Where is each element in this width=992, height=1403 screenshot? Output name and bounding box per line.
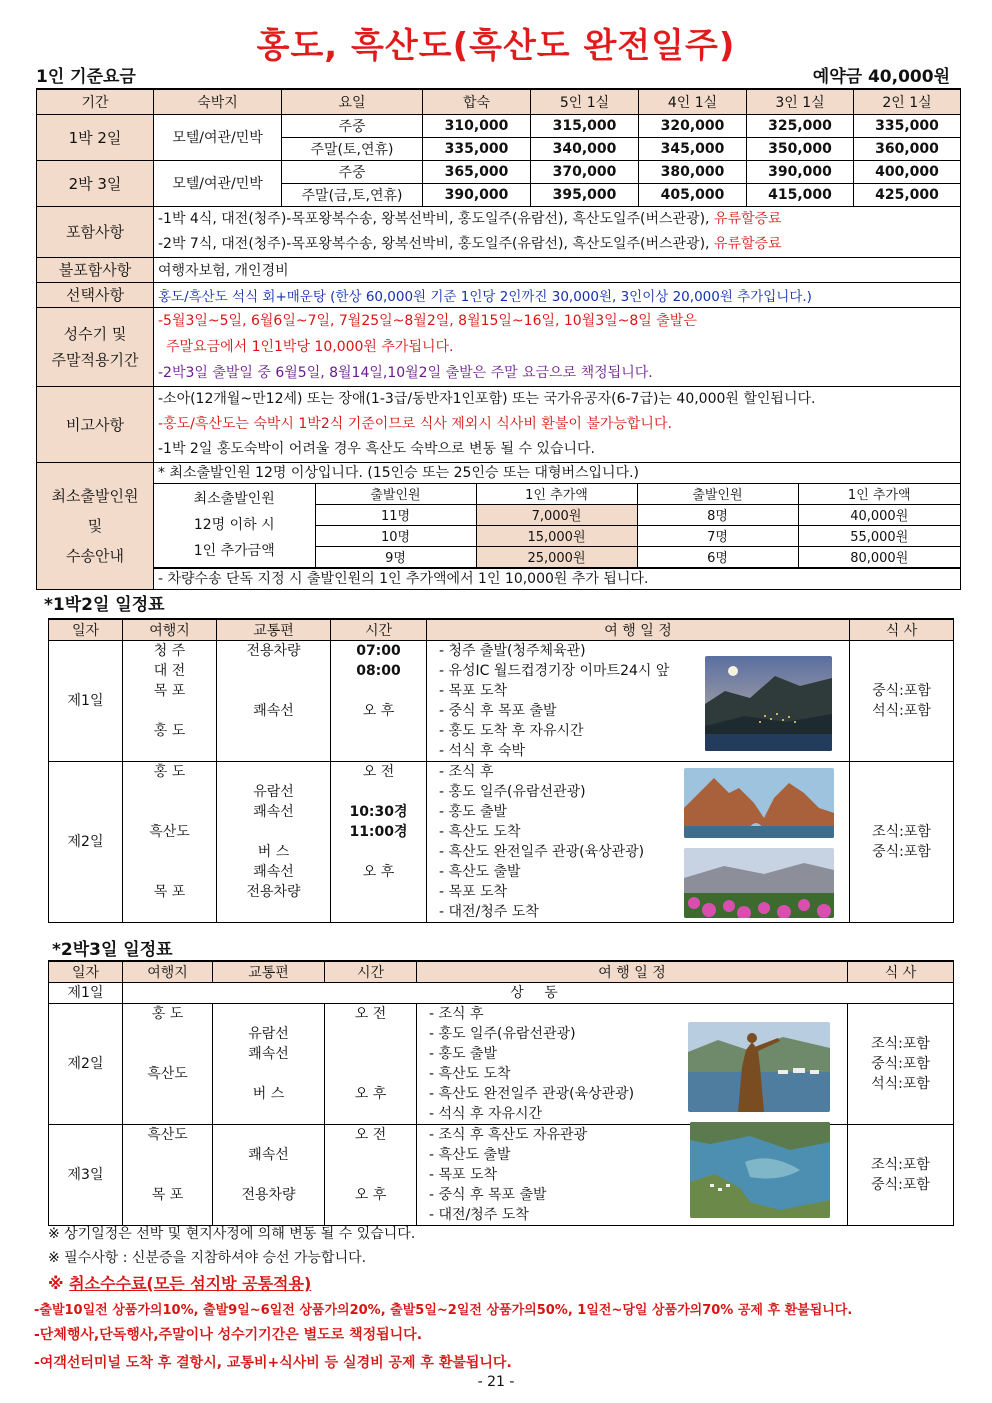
- col-meals: 식 사: [848, 961, 954, 983]
- min-cell: 55,000원: [798, 525, 960, 546]
- day-label: 제3일: [49, 1125, 123, 1226]
- peak-label: 성수기 및 주말적용기간: [37, 307, 154, 386]
- peak-text: -5월3일~5일, 6월6일~7일, 7월25일~8월2일, 8월15일~16일, 10월3일~8일 출발은 주말요금에서 1인1박당 10,000원 추가됩니다. -2박3일 출발일 중 6월5일, 8월14일,10월2일 출발은 주말 요금으로 책정됩니다.: [154, 307, 961, 386]
- col-day: 요일: [282, 89, 423, 114]
- itinerary-cell: - 조식 후 흑산도 자유관광 - 흑산도 출발 - 목포 도착 - 중식 후 목포 출발 - 대전/청주 도착: [417, 1125, 848, 1226]
- page-title: 홍도, 흑산도(흑산도 완전일주): [256, 26, 736, 66]
- min-cell: 80,000원: [798, 546, 960, 567]
- peak-row: [37, 307, 961, 386]
- price-cell: 335,000: [423, 137, 531, 160]
- time-cell: 오 전 오 후: [325, 1004, 417, 1125]
- min-cell: 11명: [315, 504, 476, 525]
- transport-cell: 유람선 쾌속선 버 스 쾌속선 전용차량: [217, 762, 331, 923]
- min-depart-label: 최소출발인원 및 수송안내: [37, 462, 154, 589]
- notes-block: [48, 1222, 415, 1296]
- meals-cell: 조식:포함 중식:포함: [850, 762, 954, 923]
- day-label: 제2일: [49, 1004, 123, 1125]
- min-header: 출발인원: [315, 484, 476, 505]
- col-itinerary: 여 행 일 정: [427, 619, 850, 641]
- min-header: 출발인원: [637, 484, 798, 505]
- cancel-rule-3: -여객선터미널 도착 후 결항시, 교통비+식사비 등 실경비 공제 후 환불됩니다.: [34, 1355, 512, 1371]
- col-5p: 5인 1실: [531, 89, 639, 114]
- day-label: 제1일: [49, 641, 123, 762]
- col-date: 일자: [49, 619, 123, 641]
- min-header: 1인 추가액: [798, 484, 960, 505]
- flowers-photo: [684, 848, 834, 918]
- hongdo-night-photo: [705, 656, 832, 751]
- day-cell: 주말(금,토,연휴): [282, 183, 423, 206]
- excluded-row: [37, 257, 961, 282]
- time-cell: 오 전 10:30경 11:00경 오 후: [331, 762, 427, 923]
- col-itinerary: 여 행 일 정: [417, 961, 848, 983]
- price-cell: 405,000: [639, 183, 747, 206]
- min-header: 1인 추가액: [476, 484, 637, 505]
- col-dorm: 합숙: [423, 89, 531, 114]
- min-depart-cell: [154, 462, 961, 589]
- page-number: - 21 -: [477, 1374, 515, 1390]
- deposit-label: 예약금 40,000원: [812, 67, 950, 87]
- included-row: [37, 206, 961, 257]
- price-cell: 345,000: [639, 137, 747, 160]
- time-cell: 07:00 08:00 오 후: [331, 641, 427, 762]
- option-text: 홍도/흑산도 석식 회+매운탕 (한상 60,000원 기준 1인당 2인까진 30,000원, 3인이상 20,000원 추가입니다.): [154, 282, 961, 307]
- schedule2-header: [49, 961, 954, 983]
- price-cell: 320,000: [639, 114, 747, 137]
- min-cell: 10명: [315, 525, 476, 546]
- price-cell: 425,000: [854, 183, 961, 206]
- option-label: 선택사항: [37, 282, 154, 307]
- price-cell: 395,000: [531, 183, 639, 206]
- min-depart-note: * 최소출발인원 12명 이상입니다. (15인승 또는 25인승 또는 대형버스입니다.): [154, 463, 960, 484]
- cancel-rule-1: -출발10일전 상품가의10%, 출발9일~6일전 상품가의20%, 출발5일~2일전 상품가의50%, 1일전~당일 상품가의70% 공제 후 환불됩니다.: [34, 1303, 853, 1318]
- option-row: [37, 282, 961, 307]
- min-cell: 8명: [637, 504, 798, 525]
- schedule2-title: *2박3일 일정표: [52, 940, 173, 960]
- lodging-cell: 모텔/여관/민박: [154, 160, 282, 206]
- day-cell: 주중: [282, 114, 423, 137]
- fee-table: [36, 88, 961, 590]
- col-period: 기간: [37, 89, 154, 114]
- min-cell: 25,000원: [476, 546, 637, 567]
- cancel-rules: [34, 1298, 852, 1376]
- meals-cell: 조식:포함 중식:포함 석식:포함: [848, 1004, 954, 1125]
- same-as-above: 상 동: [123, 983, 954, 1004]
- note-2: ※ 필수사항 : 신분증을 지참하셔야 승선 가능합니다.: [48, 1250, 367, 1266]
- price-cell: 360,000: [854, 137, 961, 160]
- col-place: 여행지: [123, 619, 217, 641]
- col-3p: 3인 1실: [747, 89, 854, 114]
- meals-cell: 중식:포함 석식:포함: [850, 641, 954, 762]
- min-cell: 40,000원: [798, 504, 960, 525]
- day-cell: 주중: [282, 160, 423, 183]
- min-depart-footer: - 차량수송 단독 지정 시 출발인원의 1인 추가액에서 1인 10,000원 추가 됩니다.: [154, 568, 960, 589]
- period-cell: 1박 2일: [37, 114, 154, 160]
- place-cell: 청 주 대 전 목 포 홍 도: [123, 641, 217, 762]
- min-cell: 15,000원: [476, 525, 637, 546]
- fee-header-row: [37, 89, 961, 114]
- included-label: 포함사항: [37, 206, 154, 257]
- rock-arch-photo: [684, 768, 834, 838]
- min-cell: 7명: [637, 525, 798, 546]
- place-cell: 홍 도 흑산도 목 포: [123, 762, 217, 923]
- fee-row: [37, 160, 961, 183]
- col-meals: 식 사: [850, 619, 954, 641]
- price-cell: 415,000: [747, 183, 854, 206]
- included-text: -1박 4식, 대전(청주)-목포왕복수송, 왕복선박비, 홍도일주(유람선), 흑산도일주(버스관광), 유류할증료 -2박 7식, 대전(청주)-목포왕복수송, 왕복선박비, 홍도일주(유람선), 흑산도일주(버스관광), 유류할증료: [154, 206, 961, 257]
- transport-cell: 쾌속선 전용차량: [213, 1125, 325, 1226]
- col-2p: 2인 1실: [854, 89, 961, 114]
- min-depart-table: [154, 484, 960, 568]
- time-cell: 오 전 오 후: [325, 1125, 417, 1226]
- basis-label: 1인 기준요금: [36, 67, 136, 87]
- min-depart-row: [37, 462, 961, 589]
- aerial-island-photo: [690, 1122, 830, 1218]
- note-1: ※ 상기일정은 선박 및 현지사정에 의해 변동 될 수 있습니다.: [48, 1226, 416, 1242]
- col-lodging: 숙박지: [154, 89, 282, 114]
- min-cell: 7,000원: [476, 504, 637, 525]
- min-cell: 9명: [315, 546, 476, 567]
- remarks-row: [37, 386, 961, 462]
- transport-cell: 유람선 쾌속선 버 스: [213, 1004, 325, 1125]
- itinerary-cell: - 조식 후 - 홍도 일주(유람선관광) - 홍도 출발 - 흑산도 도착 - 흑산도 완전일주 관광(육상관광) - 흑산도 출발 - 목포 도착 - 대전/청주 도착: [427, 762, 850, 923]
- col-transport: 교통편: [217, 619, 331, 641]
- col-transport: 교통편: [213, 961, 325, 983]
- statue-harbor-photo: [688, 1022, 830, 1112]
- cancel-rule-2: -단체행사,단독행사,주말이나 성수기기간은 별도로 책정됩니다.: [34, 1327, 423, 1343]
- price-cell: 325,000: [747, 114, 854, 137]
- itinerary-cell: - 청주 출발(청주체육관) - 유성IC 월드컵경기장 이마트24시 앞 - 목포 도착 - 중식 후 목포 출발 - 홍도 도착 후 자유시간 - 석식 후 숙박: [427, 641, 850, 762]
- excluded-text: 여행자보험, 개인경비: [154, 257, 961, 282]
- itinerary-cell: - 조식 후 - 홍도 일주(유람선관광) - 홍도 출발 - 흑산도 도착 - 흑산도 완전일주 관광(육상관광) - 석식 후 자유시간: [417, 1004, 848, 1125]
- schedule1-title: *1박2일 일정표: [44, 595, 165, 615]
- fee-row: [37, 114, 961, 137]
- place-cell: 흑산도 목 포: [123, 1125, 213, 1226]
- col-4p: 4인 1실: [639, 89, 747, 114]
- price-cell: 390,000: [423, 183, 531, 206]
- price-cell: 340,000: [531, 137, 639, 160]
- transport-cell: 전용차량 쾌속선: [217, 641, 331, 762]
- price-cell: 390,000: [747, 160, 854, 183]
- price-cell: 310,000: [423, 114, 531, 137]
- price-cell: 315,000: [531, 114, 639, 137]
- col-time: 시간: [331, 619, 427, 641]
- schedule2-day1: [49, 983, 954, 1004]
- price-cell: 380,000: [639, 160, 747, 183]
- schedule1-header: [49, 619, 954, 641]
- col-date: 일자: [49, 961, 123, 983]
- day-label: 제2일: [49, 762, 123, 923]
- price-cell: 370,000: [531, 160, 639, 183]
- price-cell: 400,000: [854, 160, 961, 183]
- day-label: 제1일: [49, 983, 123, 1004]
- day-cell: 주말(토,연휴): [282, 137, 423, 160]
- cancel-title: ※ 취소수수료(모든 섬지방 공통적용): [48, 1274, 312, 1293]
- price-cell: 350,000: [747, 137, 854, 160]
- price-cell: 365,000: [423, 160, 531, 183]
- excluded-label: 불포함사항: [37, 257, 154, 282]
- remarks-text: -소아(12개월~만12세) 또는 장애(1-3급/동반자1인포함) 또는 국가유공자(6-7급)는 40,000원 할인됩니다. -홍도/흑산도는 숙박시 1박2식 기준이므로 식사 제외시 식사비 환불이 불가능합니다. -1박 2일 홍도숙박이 어려울 경우 흑산도 숙박으로 변동 될 수 있습니다.: [154, 386, 961, 462]
- price-cell: 335,000: [854, 114, 961, 137]
- place-cell: 홍 도 흑산도: [123, 1004, 213, 1125]
- remarks-label: 비고사항: [37, 386, 154, 462]
- period-cell: 2박 3일: [37, 160, 154, 206]
- col-time: 시간: [325, 961, 417, 983]
- lodging-cell: 모텔/여관/민박: [154, 114, 282, 160]
- min-cell: 6명: [637, 546, 798, 567]
- min-sub-label: 최소출발인원 12명 이하 시 1인 추가금액: [154, 484, 315, 568]
- meals-cell: 조식:포함 중식:포함: [848, 1125, 954, 1226]
- col-place: 여행지: [123, 961, 213, 983]
